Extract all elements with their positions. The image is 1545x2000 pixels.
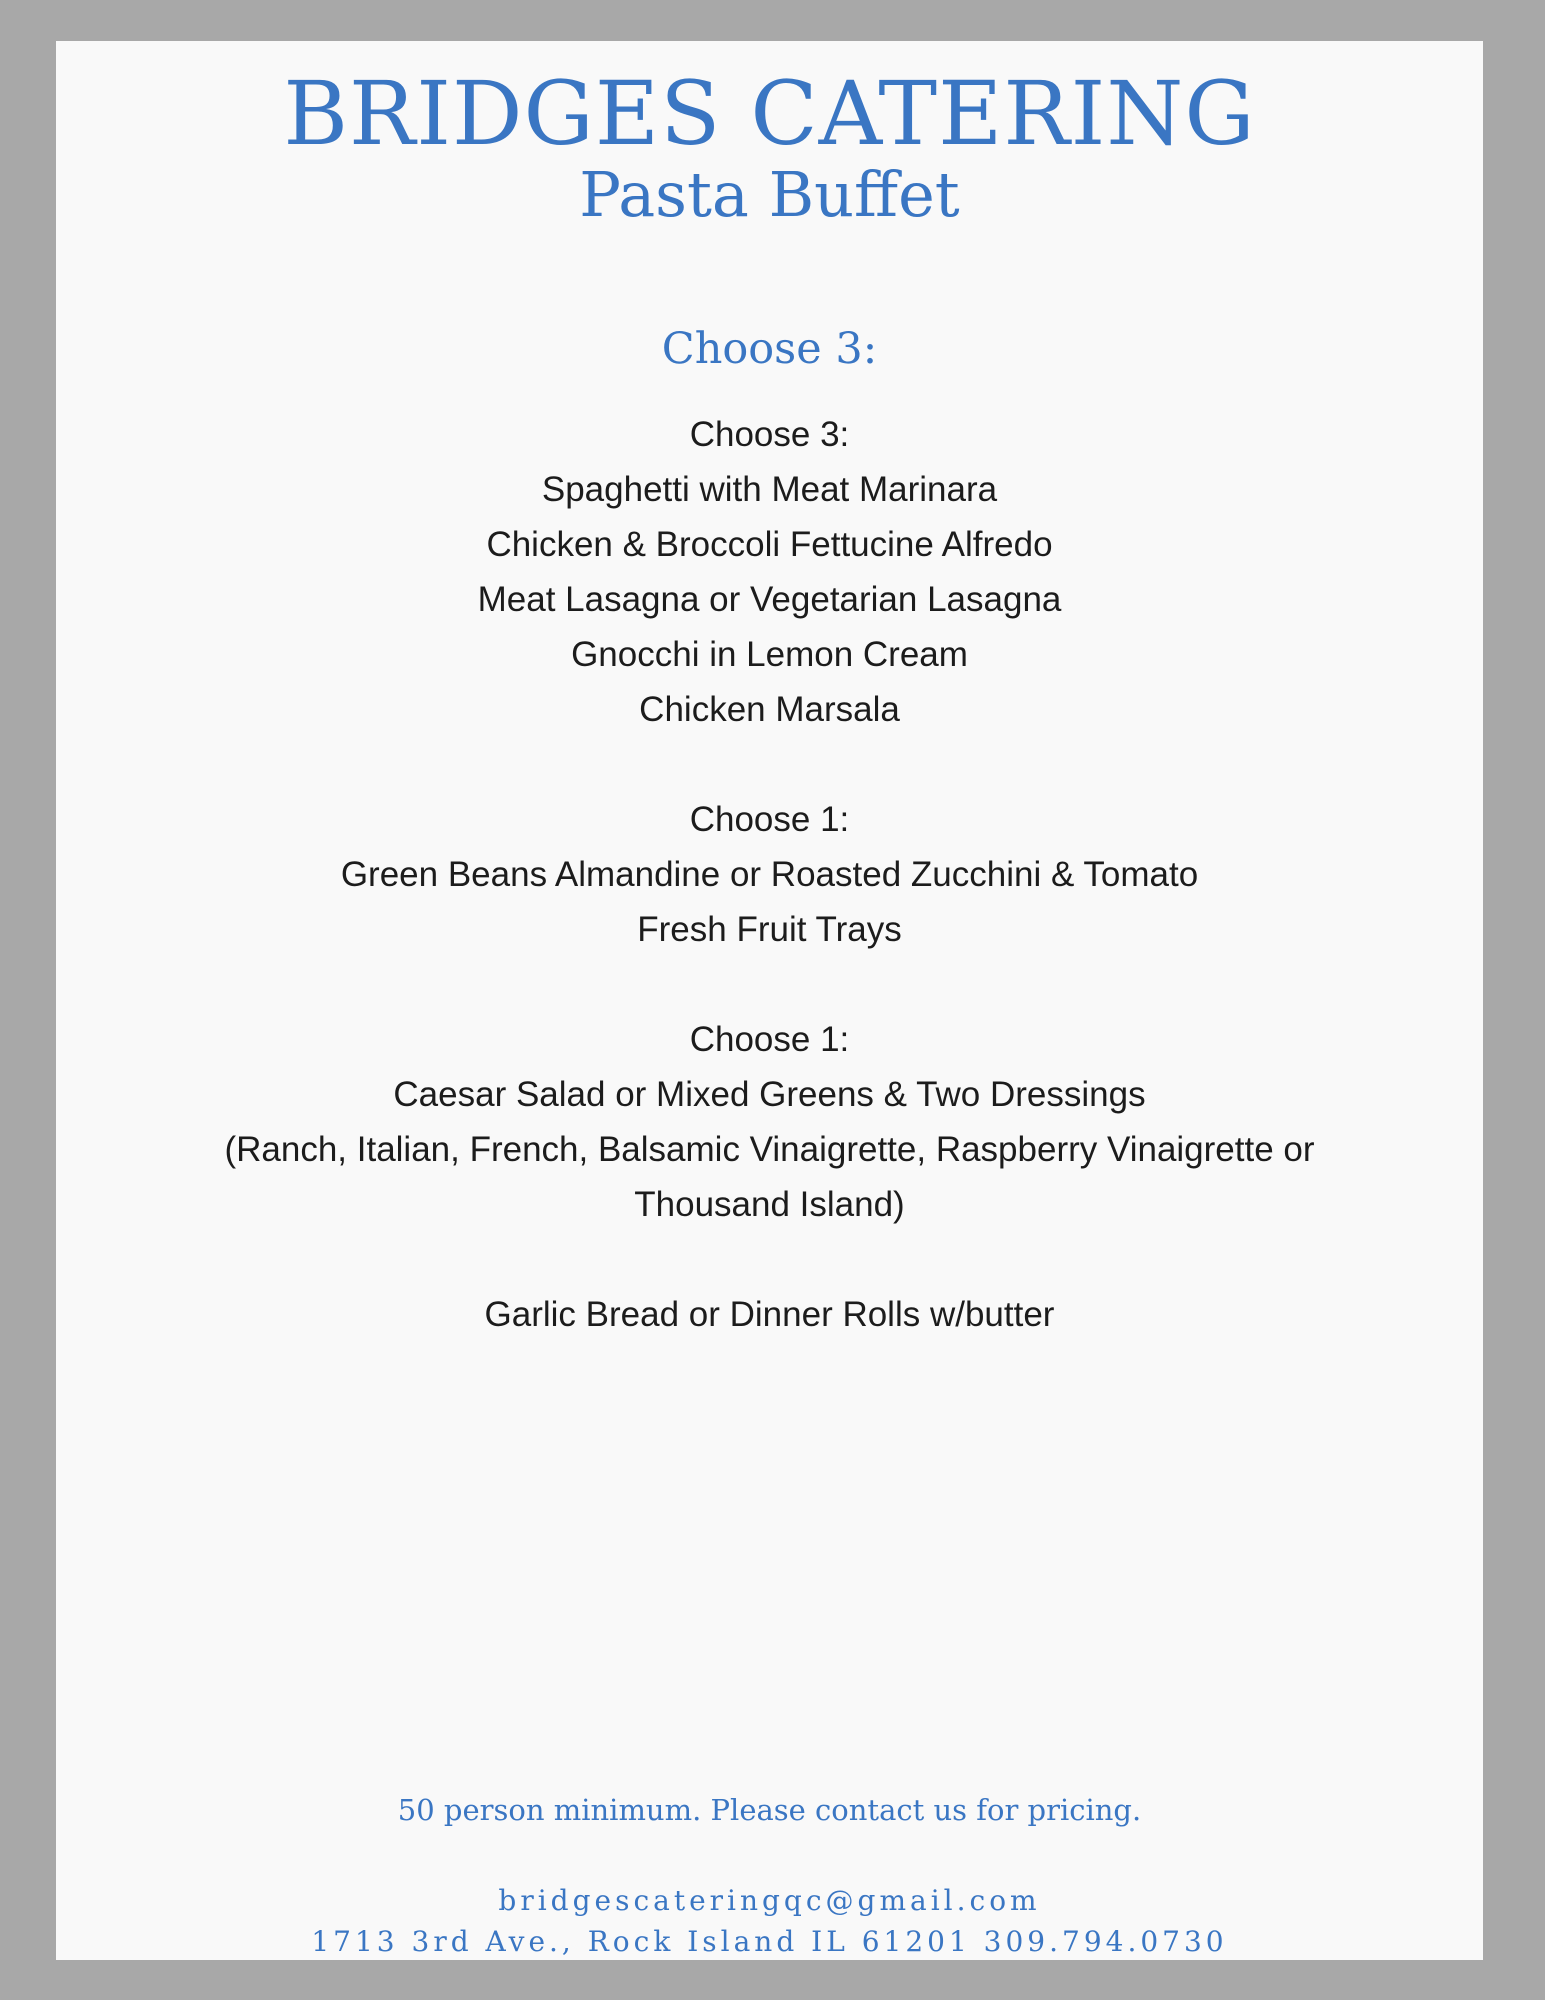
salads-heading: Choose 1: — [689, 1020, 850, 1059]
entree-item: Meat Lasagna or Vegetarian Lasagna — [477, 580, 1062, 619]
side-item: Fresh Fruit Trays — [637, 910, 902, 949]
spacer — [56, 957, 1483, 1012]
section-heading: Choose 3: — [661, 324, 878, 374]
entrees-heading: Choose 3: — [689, 415, 850, 454]
side-item: Green Beans Almandine or Roasted Zucchini & Tomato — [340, 855, 1199, 894]
brand-title: BRIDGES CATERING — [283, 62, 1256, 165]
minimum-note: 50 person minimum. Please contact us for pricing. — [397, 1793, 1142, 1827]
menu-page — [56, 41, 1483, 1960]
entree-item: Chicken Marsala — [639, 690, 900, 729]
spacer — [56, 1232, 1483, 1287]
contact-email: bridgescateringqc@gmail.com — [498, 1884, 1041, 1917]
sides-heading: Choose 1: — [689, 800, 850, 839]
salad-dressings: (Ranch, Italian, French, Balsamic Vinaigrette, Raspberry Vinaigrette or — [224, 1130, 1315, 1169]
menu-subtitle: Pasta Buffet — [579, 158, 960, 231]
salad-dressings-cont: Thousand Island) — [634, 1185, 905, 1224]
bread-item: Garlic Bread or Dinner Rolls w/butter — [484, 1295, 1055, 1334]
salad-item: Caesar Salad or Mixed Greens & Two Dressings — [393, 1075, 1146, 1114]
menu-list — [56, 407, 1483, 1342]
spacer — [56, 737, 1483, 792]
entree-item: Gnocchi in Lemon Cream — [571, 635, 968, 674]
entree-item: Spaghetti with Meat Marinara — [541, 470, 998, 509]
contact-address: 1713 3rd Ave., Rock Island IL 61201 309.794.0730 — [311, 1925, 1228, 1958]
entree-item: Chicken & Broccoli Fettucine Alfredo — [486, 525, 1053, 564]
